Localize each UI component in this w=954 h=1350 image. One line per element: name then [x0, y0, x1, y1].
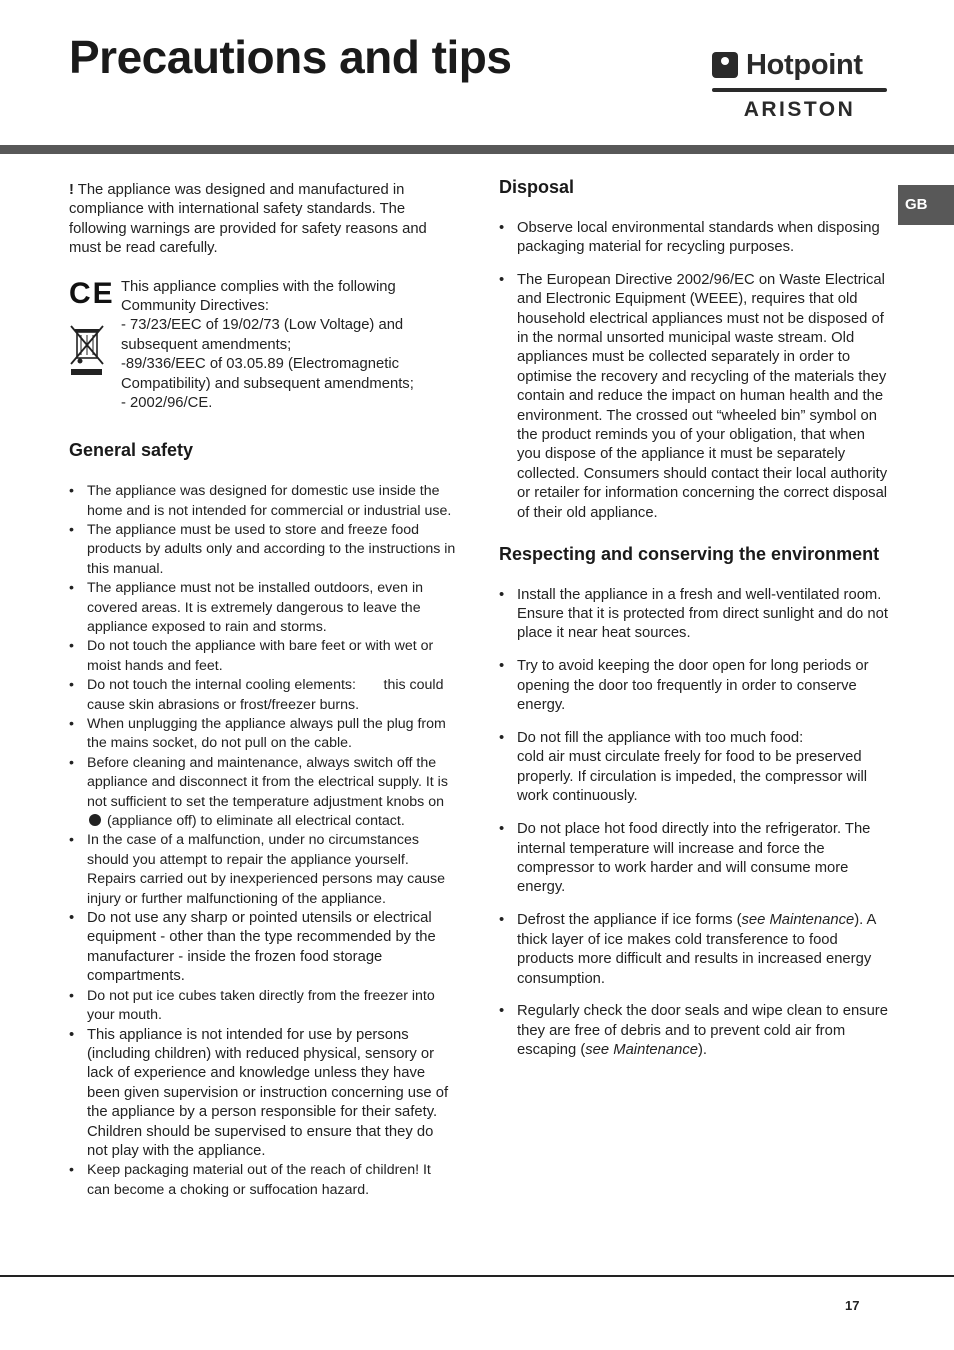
list-item [499, 729, 891, 807]
list-item-text: Defrost the appliance if ice forms ( [517, 912, 742, 929]
list-item: • The appliance must be used to store and freeze food products by adults only and according to the instructions in this manual. [69, 521, 457, 579]
intro-paragraph [69, 181, 457, 259]
compliance-icons [69, 278, 117, 381]
list-item: • Do not touch the appliance with bare feet or with wet or moist hands and feet. [69, 637, 457, 676]
compliance-line: - 2002/96/CE. [121, 395, 213, 412]
respecting-environment-heading: Respecting and conserving the environment [499, 544, 880, 565]
list-item-text: Do not fill the appliance with too much food: [517, 730, 804, 747]
list-item [499, 911, 891, 989]
hotpoint-ariston-logo [712, 50, 887, 125]
compliance-text [121, 278, 457, 414]
logo-sub: ARISTON [743, 98, 856, 121]
disposal-heading: Disposal [499, 177, 575, 197]
hotpoint-mark-icon [712, 52, 738, 78]
page-title: Precautions and tips [69, 31, 512, 83]
right-column [499, 178, 891, 1074]
respecting-environment-list [499, 586, 891, 1061]
intro-text: The appliance was designed and manufactured in compliance with international safety standards. The following warnings are provided for safety reasons and must be read carefully. [69, 182, 427, 257]
list-item [69, 754, 457, 832]
list-item-text: ). A thick layer of ice makes cold transference to food products more difficult and results in increased energy consumption. [517, 912, 876, 987]
list-item: • Do not place hot food directly into the refrigerator. The internal temperature will increase and force the compressor to work harder and will consume more energy. [499, 820, 891, 898]
general-safety-list [69, 482, 457, 1200]
footer-rule [0, 1275, 954, 1277]
list-item: • Do not put ice cubes taken directly from the freezer into your mouth. [69, 987, 457, 1026]
logo-brand: Hotpoint [746, 49, 863, 81]
list-item-text: Before cleaning and maintenance, always switch off the appliance and disconnect it from the electrical supply. It is not sufficient to set the temperature adjustment knobs on [87, 754, 448, 810]
logo-bar [712, 88, 887, 92]
maintenance-reference: see Maintenance [741, 912, 855, 929]
disposal-list [499, 219, 891, 524]
list-item: • When unplugging the appliance always pull the plug from the mains socket, do not pull on the cable. [69, 715, 457, 754]
general-safety-heading: General safety [69, 439, 194, 460]
list-item-text: Regularly check the door seals and wipe clean to ensure they are free of debris and to prevent cold air from escaping ( [517, 1003, 888, 1059]
list-item: • Keep packaging material out of the reach of children! It can become a choking or suffocation hazard. [69, 1161, 457, 1200]
list-item: • In the case of a malfunction, under no circumstances should you attempt to repair the appliance yourself. Repairs carried out by inexperienced persons may cause injury or further malfunctioning of the appliance. [69, 831, 457, 909]
left-column [69, 181, 457, 1200]
header-rule [0, 145, 954, 154]
list-item: • The appliance must not be installed outdoors, even in covered areas. It is extremely dangerous to leave the appliance exposed to rain and storms. [69, 579, 457, 637]
list-item: • Do not use any sharp or pointed utensils or electrical equipment - other than the type recommended by the manufacturer - inside the frozen food storage compartments. [69, 909, 457, 987]
knob-off-icon [89, 814, 101, 826]
list-item: • The European Directive 2002/96/EC on Waste Electrical and Electronic Equipment (WEEE), requires that old household electrical appliances must not be disposed of in the normal unsorted municipal waste stream. Old appliances must be collected separately in order to optimise the recovery and recycling of the materials they contain and reduce the impact on human health and the environment. The crossed out “wheeled bin” symbol on the product reminds you of your obligation, that when you dispose of the appliance it must be separately collected. Consumers should contact their local authority or retailer for information concerning the correct disposal of their old appliance. [499, 271, 891, 523]
list-item-text: ). [697, 1042, 708, 1059]
list-item-text: cold air must circulate freely for food to be preserved properly. If circulation is impeded, the compressor will work continuously. [517, 749, 868, 805]
warning-mark: ! [69, 182, 74, 198]
compliance-line: -89/336/EEC of 03.05.89 (Electromagnetic Compatibility) and subsequent amendments; [121, 356, 414, 392]
maintenance-reference: see Maintenance [585, 1042, 698, 1059]
page-number: 17 [845, 1298, 860, 1313]
crossed-bin-icon [69, 324, 117, 381]
compliance-line: - 73/23/EEC of 19/02/73 (Low Voltage) and subsequent amendments; [121, 317, 404, 353]
list-item: • Install the appliance in a fresh and well-ventilated room. Ensure that it is protected from direct sunlight and do not place it near heat sources. [499, 586, 891, 644]
compliance-block [69, 276, 457, 412]
list-item [499, 1002, 891, 1060]
compliance-line: This appliance complies with the following Community Directives: [121, 278, 396, 315]
list-item: • Try to avoid keeping the door open for long periods or opening the door too frequently in order to conserve energy. [499, 657, 891, 715]
list-item: • The appliance was designed for domestic use inside the home and is not intended for commercial or industrial use. [69, 482, 457, 521]
list-item: • Observe local environmental standards when disposing packaging material for recycling purposes. [499, 219, 891, 258]
list-item: • This appliance is not intended for use by persons (including children) with reduced physical, sensory or lack of experience and knowledge unless they have been given supervision or instruction concerning use of the appliance by a person responsible for their safety. Children should be supervised to ensure that they do not play with the appliance. [69, 1026, 457, 1162]
language-tab: GB [898, 185, 954, 225]
list-item: • Do not touch the internal cooling elements: this could cause skin abrasions or frost/freezer burns. [69, 676, 457, 715]
ce-mark-icon: CE [69, 276, 115, 310]
list-item-text: (appliance off) to eliminate all electrical contact. [103, 813, 405, 830]
